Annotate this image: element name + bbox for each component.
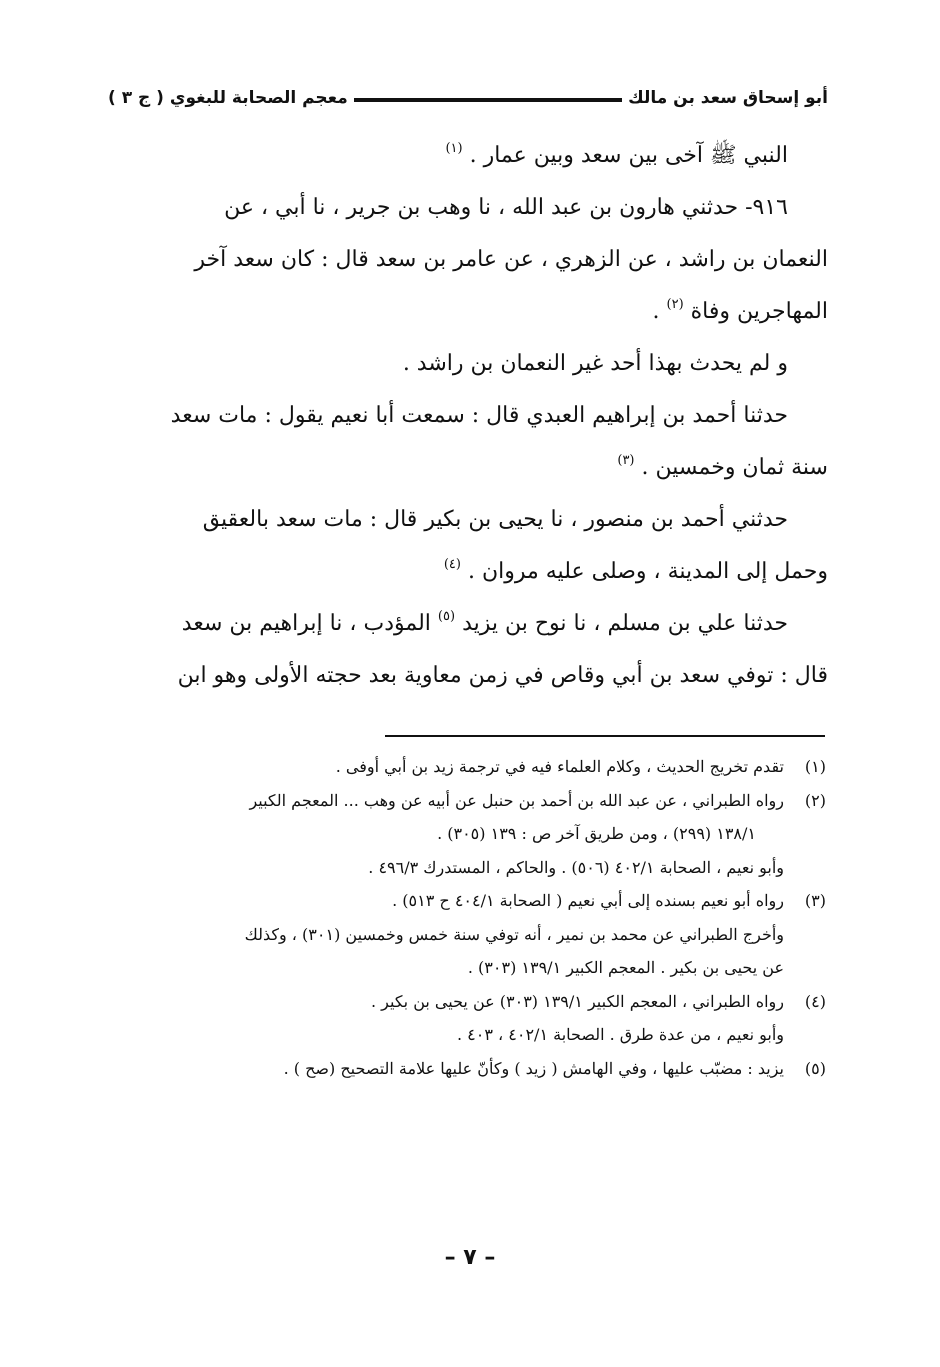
footnote-text: رواه أبو نعيم بسنده إلى أبي نعيم ( الصحابة ٤٠٤/١ ح ٥١٣) . bbox=[392, 891, 784, 910]
footnote-3 bbox=[108, 884, 826, 918]
footnote-text: يزيد : مضبّب عليها ، وفي الهامش ( زيد ) وكأنّ عليها علامة التصحيح (صح ) . bbox=[283, 1058, 784, 1078]
footnote-4 bbox=[108, 985, 826, 1019]
footnote-number: (٤) bbox=[804, 991, 826, 1011]
footnote-1 bbox=[108, 750, 826, 784]
page-number: – ٧ – bbox=[444, 1245, 496, 1270]
header-section-title: أبو إسحاق سعد بن مالك bbox=[628, 88, 828, 108]
footnote-separator bbox=[385, 735, 825, 737]
footnote-text: تقدم تخريج الحديث ، وكلام العلماء فيه في ترجمة زيد بن أبي أوفى . bbox=[335, 757, 784, 776]
footnote-number: (١) bbox=[804, 757, 826, 776]
header-book-title: معجم الصحابة للبغوي ( ج ٣ ) bbox=[108, 88, 348, 108]
footnote-ref-3: (٣) bbox=[617, 453, 635, 468]
main-text bbox=[108, 130, 828, 702]
paragraph-5-line-2: وحمل إلى المدينة ، وصلى عليه مروان . $^{(٤)}$ bbox=[443, 557, 828, 584]
footnote-ref-5: (٥) bbox=[437, 609, 456, 624]
paragraph-4-line-2: سنة ثمان وخمسين . $^{(٣)}$ bbox=[617, 453, 828, 480]
paragraph-6-line-1: حدثنا علي بن مسلم ، نا نوح بن يزيد $^{(٥)}$ المؤدب ، نا إبراهيم بن سعد bbox=[181, 609, 788, 636]
footnote-number: (٣) bbox=[804, 891, 826, 910]
paragraph-5-line-1: حدثني أحمد بن منصور ، نا يحيى بن بكير قال : مات سعد بالعقيق bbox=[202, 507, 788, 532]
footnote-ref-2: (٢) bbox=[666, 297, 684, 312]
footnote-2-cont-1: ١٣٨/١ (٢٩٩) ، ومن طريق آخر ص : ١٣٩ (٣٠٥) . bbox=[437, 824, 756, 843]
footnote-3-cont-1: وأخرج الطبراني عن محمد بن نمير ، أنه توفي سنة خمس وخمسين (٣٠١) ، وكذلك bbox=[244, 924, 784, 944]
footnote-number: (٢) bbox=[804, 790, 826, 810]
paragraph-6-line-2: قال : توفي سعد بن أبي وقاص في زمن معاوية بعد حجته الأولى وهو ابن bbox=[177, 663, 828, 688]
footnote-4-cont-1: وأبو نعيم ، من عدة طرق . الصحابة ٤٠٢/١ ، ٤٠٣ . bbox=[456, 1025, 784, 1044]
footnote-number: (٥) bbox=[804, 1058, 826, 1078]
footnote-ref-1: (١) bbox=[445, 141, 463, 156]
footnote-text: رواه الطبراني ، المعجم الكبير ١٣٩/١ (٣٠٣) عن يحيى بن بكير . bbox=[370, 991, 784, 1011]
footnote-3-cont-2: عن يحيى بن بكير . المعجم الكبير ١٣٩/١ (٣٠٣) . bbox=[467, 958, 784, 977]
footnote-text: رواه الطبراني ، عن عبد الله بن أحمد بن حنبل عن أبيه عن وهب ... المعجم الكبير bbox=[249, 790, 784, 810]
paragraph-2-line-1: ٩١٦- حدثني هارون بن عبد الله ، نا وهب بن جرير ، نا أبي ، عن bbox=[224, 195, 788, 220]
footnote-2 bbox=[108, 784, 826, 818]
footnotes bbox=[108, 750, 826, 1085]
paragraph-3: و لم يحدث بهذا أحد غير النعمان بن راشد . bbox=[402, 351, 788, 376]
footnote-5 bbox=[108, 1052, 826, 1086]
paragraph-2-line-3: المهاجرين وفاة $^{(٢)}$ . bbox=[652, 297, 828, 324]
paragraph-2-line-2: النعمان بن راشد ، عن الزهري ، عن عامر بن سعد قال : كان سعد آخر bbox=[194, 247, 828, 272]
footnote-ref-4: (٤) bbox=[443, 557, 461, 572]
footnote-2-cont-2: وأبو نعيم ، الصحابة ٤٠٢/١ (٥٠٦) . والحاكم ، المستدرك ٤٩٦/٣ . bbox=[368, 857, 784, 877]
header-rule bbox=[354, 98, 622, 102]
paragraph-4-line-1: حدثنا أحمد بن إبراهيم العبدي قال : سمعت أبا نعيم يقول : مات سعد bbox=[170, 403, 788, 428]
running-header bbox=[108, 78, 828, 118]
paragraph-1: النبي ﷺ آخى بين سعد وبين عمار . $^{(١)}$ bbox=[445, 141, 788, 168]
